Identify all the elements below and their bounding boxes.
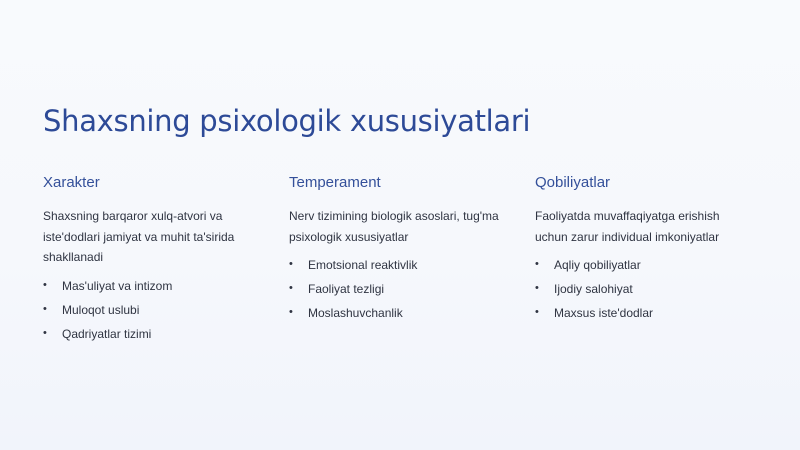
column-description: Faoliyatda muvaffaqiyatga erishish uchun zarur individual imkoniyatlar: [535, 209, 720, 244]
bullet-item: [43, 302, 258, 318]
bullet-text: Ijodiy salohiyat: [554, 282, 633, 296]
column-description: Shaxsning barqaror xulq-atvori va iste'dodlari jamiyat va muhit ta'sirida shakllanadi: [43, 209, 235, 264]
bullet-icon: •: [535, 258, 539, 270]
column-temperament: [289, 174, 504, 329]
bullet-list: [289, 257, 504, 321]
bullet-icon: •: [535, 282, 539, 294]
column-heading: Temperament: [289, 174, 381, 191]
column-description: Nerv tizimining biologik asoslari, tug'ma psixologik xususiyatlar: [289, 209, 499, 244]
bullet-item: [289, 305, 504, 321]
bullet-icon: •: [289, 282, 293, 294]
slide-title: Shaxsning psixologik xususiyatlari: [43, 104, 531, 138]
bullet-icon: •: [289, 258, 293, 270]
bullet-item: [535, 281, 750, 297]
bullet-list: [43, 278, 258, 342]
bullet-text: Moslashuvchanlik: [308, 306, 403, 320]
bullet-text: Aqliy qobiliyatlar: [554, 258, 641, 272]
bullet-text: Mas'uliyat va intizom: [62, 278, 173, 293]
bullet-text: Maxsus iste'dodlar: [554, 306, 653, 320]
bullet-icon: •: [43, 302, 47, 315]
bullet-icon: •: [43, 278, 47, 291]
bullet-icon: •: [43, 326, 47, 339]
bullet-item: [289, 257, 504, 273]
bullet-text: Faoliyat tezligi: [308, 282, 385, 296]
bullet-item: [535, 305, 750, 321]
column-qobiliyatlar: [535, 174, 750, 329]
bullet-text: Qadriyatlar tizimi: [62, 326, 152, 341]
column-heading: Qobiliyatlar: [535, 174, 611, 191]
bullet-item: [43, 326, 258, 342]
bullet-item: [43, 278, 258, 294]
bullet-text: Muloqot uslubi: [62, 302, 140, 317]
bullet-item: [535, 257, 750, 273]
bullet-icon: •: [289, 306, 293, 318]
bullet-item: [289, 281, 504, 297]
column-xarakter: [43, 174, 258, 350]
bullet-icon: •: [535, 306, 539, 318]
bullet-list: [535, 257, 750, 321]
column-heading: Xarakter: [43, 174, 100, 191]
bullet-text: Emotsional reaktivlik: [308, 258, 418, 272]
